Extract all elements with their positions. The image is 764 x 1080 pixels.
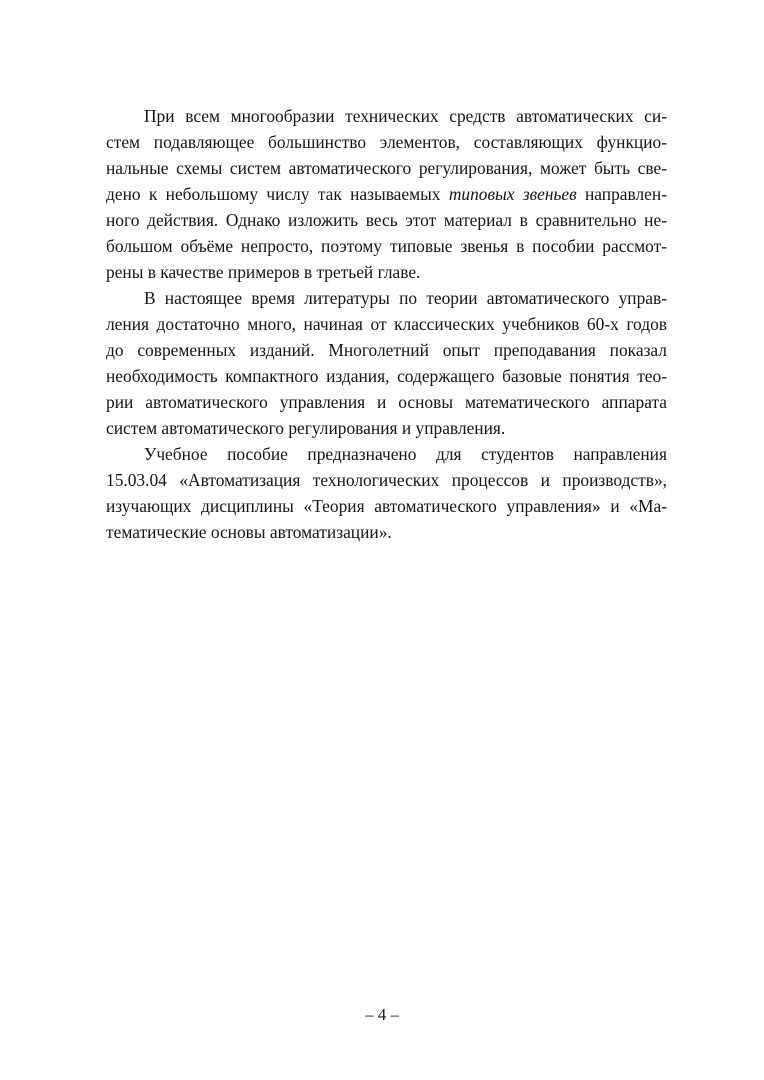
- text-run: до современных изданий. Многолетний опыт преподавания показал: [106, 340, 667, 360]
- text-line: [106, 155, 667, 181]
- paragraph: [106, 103, 667, 285]
- text-run: дено к небольшому числу так называемых: [106, 184, 449, 204]
- italic-term: типовых звеньев: [448, 184, 577, 204]
- text-line: [106, 363, 667, 389]
- text-run: тематические основы автоматизации».: [106, 522, 392, 542]
- text-line: [106, 415, 667, 441]
- page-number: – 4 –: [365, 1005, 399, 1024]
- text-run: необходимость компактного издания, содержащего базовые понятия тео-: [106, 366, 667, 386]
- body-text: [106, 103, 667, 545]
- text-line: [106, 207, 667, 233]
- text-line: [106, 519, 667, 545]
- text-run: рии автоматического управления и основы математического аппарата: [106, 392, 667, 412]
- text-run: стем подавляющее большинство элементов, составляющих функцио-: [106, 132, 667, 152]
- text-run: При всем многообразии технических средств автоматических си-: [144, 106, 667, 126]
- text-run: рены в качестве примеров в третьей главе.: [106, 262, 421, 282]
- text-line: [106, 233, 667, 259]
- text-run: большом объёме непросто, поэтому типовые звенья в пособии рассмот-: [106, 236, 667, 256]
- text-run: В настоящее время литературы по теории автоматического управ-: [144, 288, 667, 308]
- text-line: [106, 181, 667, 207]
- text-line: [106, 441, 667, 467]
- text-line: [106, 285, 667, 311]
- text-run: направлен-: [576, 184, 667, 204]
- text-line: [106, 337, 667, 363]
- text-run: нальные схемы систем автоматического регулирования, может быть све-: [106, 158, 667, 178]
- text-line: [106, 493, 667, 519]
- text-line: [106, 311, 667, 337]
- paragraph: [106, 285, 667, 441]
- text-line: [106, 467, 667, 493]
- text-run: систем автоматического регулирования и управления.: [106, 418, 506, 438]
- paragraph: [106, 441, 667, 545]
- text-run: ления достаточно много, начиная от классических учебников 60-х годов: [106, 314, 667, 334]
- text-run: изучающих дисциплины «Теория автоматического управления» и «Ма-: [106, 496, 667, 516]
- text-line: [106, 389, 667, 415]
- text-line: [106, 129, 667, 155]
- text-run: 15.03.04 «Автоматизация технологических процессов и производств»,: [106, 470, 667, 490]
- text-run: ного действия. Однако изложить весь этот материал в сравнительно не-: [106, 210, 667, 230]
- text-line: [106, 259, 667, 285]
- text-run: Учебное пособие предназначено для студентов направления: [144, 444, 667, 464]
- text-line: [106, 103, 667, 129]
